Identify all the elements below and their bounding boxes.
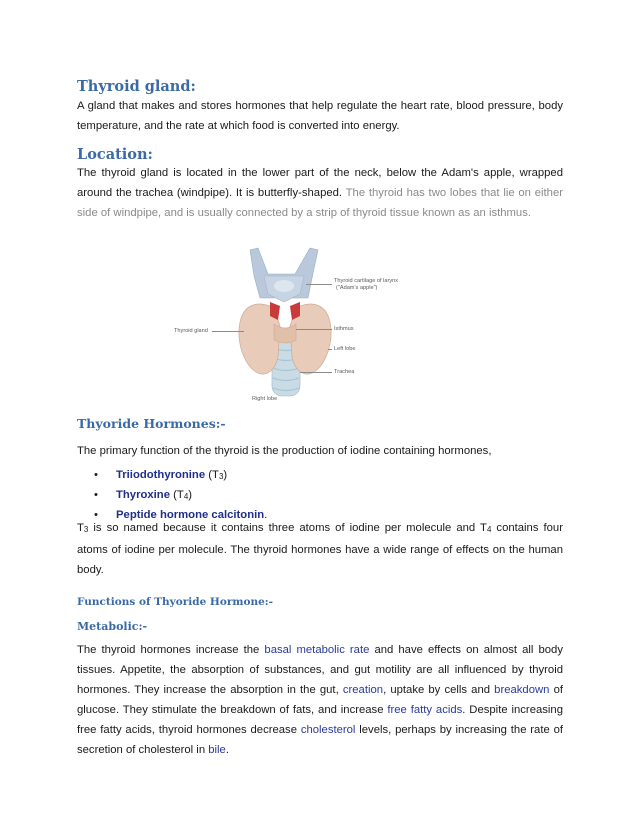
intro-paragraph: A gland that makes and stores hormones that help regulate the heart rate, blood pressure, body temperature, and the rate at which food is converted into energy. [77,100,563,132]
thyroid-isthmus [274,324,296,343]
triiodothyronine-link[interactable]: Triiodothyronine [116,469,206,481]
cartilage-highlight [274,280,294,292]
location-text-gray: The thyroid has two lobes that lie on either side of windpipe, and is usually connected by a strip of thyroid tissue known as an isthmus. [77,187,563,219]
para-text: contains four atoms of iodine per molecule. The thyroid hormones have a wide range of effects on the human body. [77,522,563,576]
location-paragraph [77,163,563,223]
leader-line [300,372,332,373]
iodine-atoms-paragraph [77,518,563,580]
list-item-thyroxine [94,486,267,506]
subscript: 3 [218,472,224,481]
leader-line [212,331,244,332]
section-title-hormones: Thyoride Hormones:- [77,416,226,431]
thyroid-anatomy-figure [140,246,404,408]
para-text: T [77,522,84,534]
label-thyroid-gland: Thyroid gland [174,328,208,334]
subscript: 4 [183,492,189,501]
list-item-text: (T [205,469,219,481]
list-item-text: . [264,509,268,521]
para-text: The thyroid hormones increase the [77,644,265,656]
label-left-lobe: Left lobe [334,346,356,352]
label-isthmus: Isthmus [334,326,354,332]
section-title-functions: Functions of Thyoride Hormone:- [77,596,274,608]
hormone-list [94,466,267,525]
list-item-text: ) [188,489,193,501]
location-text-dark: The thyroid gland is located in the lower part of the neck, below the Adam's apple, wrapped around the trachea (windpipe). It is butterfly-shaped. [77,167,563,199]
list-item-text: (T [170,489,184,501]
creation-link[interactable]: creation [342,684,384,696]
bile-link[interactable]: bile [208,744,226,756]
leader-line [306,284,332,285]
basal-metabolic-rate-link[interactable]: basal metabolic rate [264,644,370,656]
para-text: . [225,744,229,756]
label-trachea: Trachea [334,369,355,375]
hormones-intro: The primary function of the thyroid is the production of iodine containing hormones, [77,445,492,457]
section-title-location: Location: [77,146,153,163]
list-item-text: ) [223,469,228,481]
breakdown-link[interactable]: breakdown [494,684,550,696]
para-text: and have effects on almost all body tissues. Appetite, the absorption of substances, and gut motility are all influenced by thyroid hormones. They increase the absorption in the gut, [77,644,563,696]
subscript: 3 [83,525,89,534]
label-thyroid-cartilage: Thyroid cartilage of larynx [334,278,399,284]
subscript: 4 [486,525,492,534]
free-fatty-acids-link[interactable]: free fatty acids [387,704,463,716]
list-item-triiodothyronine [94,466,267,486]
thyroid-illustration [140,246,404,408]
para-text: levels, perhaps by increasing the rate of secretion of cholesterol in [77,724,563,756]
para-text: , uptake by cells and [383,684,495,696]
cholesterol-link[interactable]: cholesterol [300,724,356,736]
label-adams-apple: ("Adam's apple") [336,285,378,291]
para-text: of glucose. They stimulate the breakdown of fats, and increase [77,684,563,716]
thyroxine-link[interactable]: Thyroxine [116,489,170,501]
para-text: . Despite increasing free fatty acids, thyroid hormones decrease [77,704,563,736]
section-title-thyroid-gland: Thyroid gland: [77,78,196,95]
leader-line [328,349,332,350]
subsection-title-metabolic: Metabolic:- [77,620,148,633]
label-right-lobe: Right lobe [252,396,278,402]
calcitonin-link[interactable]: Peptide hormone calcitonin [116,509,265,521]
metabolic-paragraph [77,640,563,760]
leader-line [296,329,332,330]
para-text: is so named because it contains three atoms of iodine per molecule and T [88,522,487,534]
